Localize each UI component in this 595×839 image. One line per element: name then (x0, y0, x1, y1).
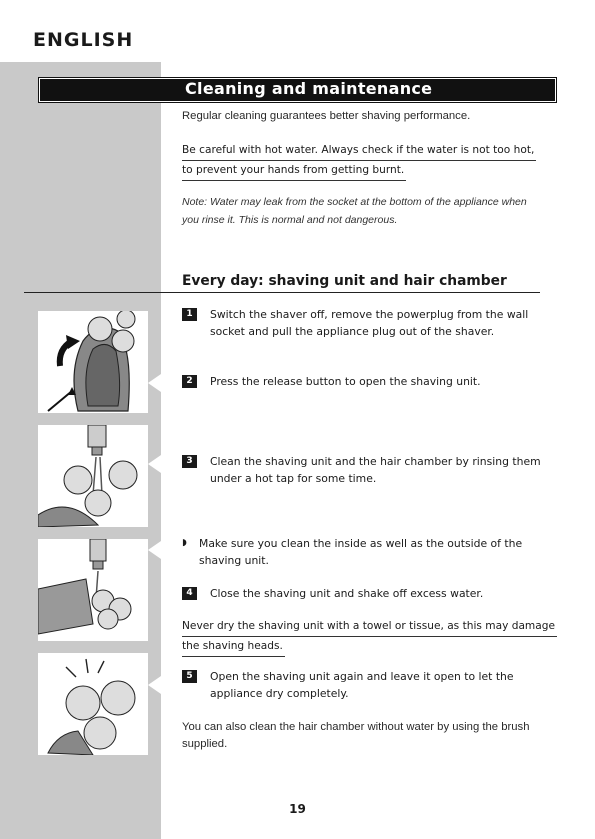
hot-water-warning-line2: to prevent your hands from getting burnt. (182, 161, 406, 181)
step-number-badge: 3 (182, 455, 197, 468)
section-title-bar (38, 77, 557, 103)
step-text-line2: socket and pull the appliance plug out of the shaver. (210, 325, 495, 338)
towel-warning-line2: the shaving heads. (182, 637, 285, 657)
step-5 (182, 668, 558, 702)
figure-rinse-open (38, 425, 148, 527)
hot-water-warning (182, 141, 558, 181)
leak-note (182, 193, 558, 229)
towel-warning-line1: Never dry the shaving unit with a towel or tissue, as this may damage (182, 617, 557, 637)
figure-pointer-4 (148, 676, 161, 694)
figure-pointer-1 (148, 374, 161, 392)
shaver-open-illustration (38, 311, 148, 413)
brush-note (182, 719, 558, 753)
step-text-line1: Switch the shaver off, remove the powerplug from the wall (210, 308, 529, 321)
figure-pointer-3 (148, 541, 161, 559)
step-text-line1: Close the shaving unit and shake off excess water. (210, 587, 484, 600)
tip-line1: Make sure you clean the inside as well as the outside of the (199, 537, 523, 550)
towel-warning (182, 617, 558, 657)
tip-bullet (182, 535, 558, 569)
figure-rinse-closed (38, 539, 148, 641)
step-text-line2: appliance dry completely. (210, 687, 349, 700)
tip-line2: shaving unit. (199, 554, 269, 567)
section-title: Cleaning and maintenance (185, 79, 433, 98)
step-text-line1: Open the shaving unit again and leave it open to let the (210, 670, 514, 683)
step-number-badge: 1 (182, 308, 197, 321)
rinse-closed-illustration (38, 539, 148, 641)
brush-note-line1: You can also clean the hair chamber without water by using the brush (182, 721, 530, 733)
brush-note-line2: supplied. (182, 738, 228, 750)
figure-dry-open (38, 653, 148, 755)
subsection-divider (24, 292, 540, 293)
step-4 (182, 585, 558, 602)
step-number-badge: 2 (182, 375, 197, 388)
leak-note-line2: you rinse it. This is normal and not dangerous. (182, 214, 398, 226)
step-text-line1: Press the release button to open the shaving unit. (210, 375, 481, 388)
page-number: 19 (289, 802, 306, 816)
step-text-line2: under a hot tap for some time. (210, 472, 377, 485)
step-text-line1: Clean the shaving unit and the hair chamber by rinsing them (210, 455, 541, 468)
intro-text: Regular cleaning guarantees better shaving performance. (182, 110, 471, 122)
bullet-marker-icon: ◗ (182, 538, 187, 548)
figure-open-shaver (38, 311, 148, 413)
step-number-badge: 4 (182, 587, 197, 600)
step-3 (182, 453, 558, 487)
hot-water-warning-line1: Be careful with hot water. Always check if the water is not too hot, (182, 141, 536, 161)
language-heading: ENGLISH (33, 29, 134, 51)
leak-note-line1: Note: Water may leak from the socket at the bottom of the appliance when (182, 196, 527, 208)
step-2 (182, 373, 558, 390)
step-number-badge: 5 (182, 670, 197, 683)
subsection-title: Every day: shaving unit and hair chamber (182, 273, 507, 289)
dry-open-illustration (38, 653, 148, 755)
rinse-open-illustration (38, 425, 148, 527)
figure-pointer-2 (148, 455, 161, 473)
step-1 (182, 306, 558, 340)
